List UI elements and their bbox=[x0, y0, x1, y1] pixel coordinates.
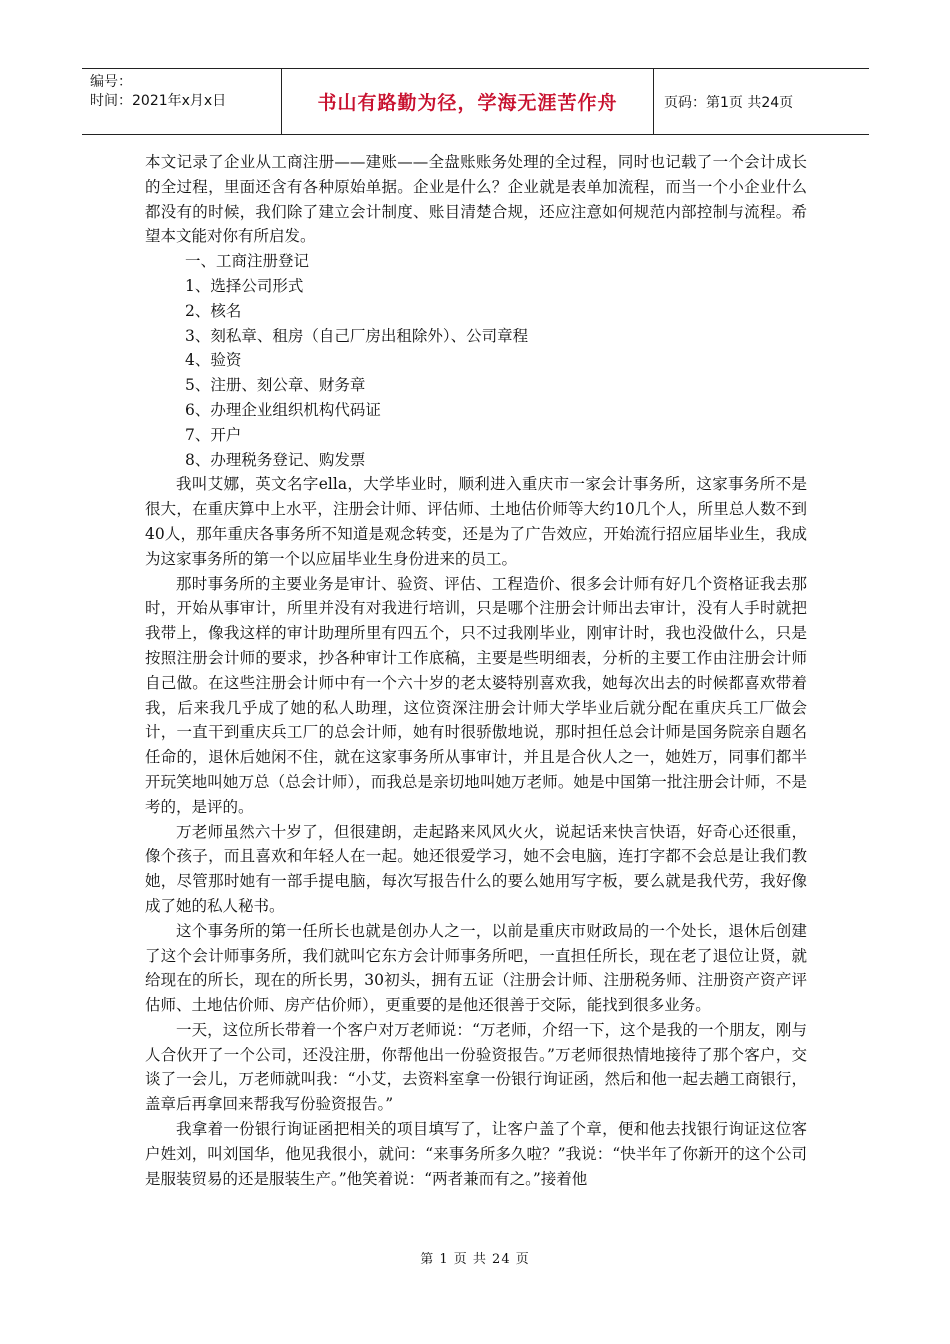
list-item: 7、开户 bbox=[185, 425, 242, 444]
paragraph: 这个事务所的第一任所长也就是创办人之一，以前是重庆市财政局的一个处长，退休后创建了这个会计师事务所，我们就叫它东方会计师事务所吧，一直担任所长，现在老了退位让贤，就给现在的所长，现在的所长男，30初头，拥有五证（注册会计师、注册税务师、注册资产资产评估师、土地估价师、房产估价师），更重要的是他还很善于交际，能找到很多业务。 bbox=[145, 921, 807, 1015]
list-item: 1、选择公司形式 bbox=[185, 276, 304, 295]
list-item: 3、刻私章、租房（自己厂房出租除外）、公司章程 bbox=[185, 326, 529, 345]
document-body bbox=[145, 150, 807, 1191]
list-item: 4、验资 bbox=[185, 351, 242, 370]
document-number-label: 编号： bbox=[90, 74, 132, 90]
document-date-label: 时间：2021年x月x日 bbox=[90, 93, 227, 109]
paragraph: 一天，这位所长带着一个客户对万老师说：“万老师，介绍一下，这个是我的一个朋友，刚与人合伙开了一个公司，还没注册，你帮他出一份验资报告。”万老师很热情地接待了那个客户，交谈了一会儿，万老师就叫我：“小艾，去资料室拿一份银行询证函，然后和他一起去趟工商银行，盖章后再拿回来帮我写份验资报告。” bbox=[145, 1020, 807, 1114]
page-header bbox=[82, 68, 869, 135]
header-motto: 书山有路勤为径，学海无涯苦作舟 bbox=[282, 69, 654, 134]
paragraph: 我叫艾娜，英文名字ella，大学毕业时，顺利进入重庆市一家会计事务所，这家事务所不是很大，在重庆算中上水平，注册会计师、评估师、土地估价师等大约10几个人，所里总人数不到40人，那年重庆各事务所不知道是观念转变，还是为了广告效应，开始流行招应届毕业生，我成为这家事务所的第一个以应届毕业生身份进来的员工。 bbox=[145, 475, 807, 568]
paragraph: 我拿着一份银行询证函把相关的项目填写了，让客户盖了个章，便和他去找银行询证这位客户姓刘，叫刘国华，他见我很小，就问：“来事务所多久啦？”我说：“快半年了你新开的这个公司是服装贸易的还是服装生产。”他笑着说：“两者兼而有之。”接着他 bbox=[145, 1120, 807, 1188]
page-footer: 第 1 页 共 24 页 bbox=[420, 1252, 530, 1267]
paragraph: 本文记录了企业从工商注册——建账——全盘账账务处理的全过程，同时也记载了一个会计成长的全过程，里面还含有各种原始单据。企业是什么？企业就是表单加流程，而当一个小企业什么都没有的时候，我们除了建立会计制度、账目清楚合规，还应注意如何规范内部控制与流程。希望本文能对你有所启发。 bbox=[145, 153, 807, 246]
paragraph: 万老师虽然六十岁了，但很建朗，走起路来风风火火，说起话来快言快语，好奇心还很重，像个孩子，而且喜欢和年轻人在一起。她还很爱学习，她不会电脑，连打字都不会总是让我们教她，尽管那时她有一部手提电脑，每次写报告什么的要么她用写字板，要么就是我代劳，我好像成了她的私人秘书。 bbox=[145, 822, 807, 915]
list-item: 6、办理企业组织机构代码证 bbox=[185, 400, 381, 419]
list-item: 2、核名 bbox=[185, 301, 242, 320]
header-meta bbox=[82, 69, 282, 134]
header-page-info: 页码：第1页 共24页 bbox=[664, 94, 794, 111]
list-item: 5、注册、刻公章、财务章 bbox=[185, 376, 366, 395]
list-item: 8、办理税务登记、购发票 bbox=[185, 450, 366, 469]
list-item: 一、工商注册登记 bbox=[185, 252, 310, 271]
paragraph: 那时事务所的主要业务是审计、验资、评估、工程造价、很多会计师有好几个资格证我去那时，开始从事审计，所里并没有对我进行培训，只是哪个注册会计师出去审计，没有人手时就把我带上，像我这样的审计助理所里有四五个，只不过我刚毕业，刚审计时，我也没做什么，只是按照注册会计师的要求，抄各种审计工作底稿，主要是些明细表，分析的主要工作由注册会计师自己做。在这些注册会计师中有一个六十岁的老太婆特别喜欢我，她每次出去的时候都喜欢带着我，后来我几乎成了她的私人助理，这位资深注册会计师大学毕业后就分配在重庆兵工厂做会计，一直干到重庆兵工厂的总会计师，她有时很骄傲地说，那时担任总会计师是国务院亲自题名任命的，退休后她闲不住，就在这家事务所从事审计，并且是合伙人之一，她姓万，同事们都半开玩笑地叫她万总（总会计师），而我总是亲切地叫她万老师。她是中国第一批注册会计师，不是考的，是评的。 bbox=[145, 574, 807, 816]
